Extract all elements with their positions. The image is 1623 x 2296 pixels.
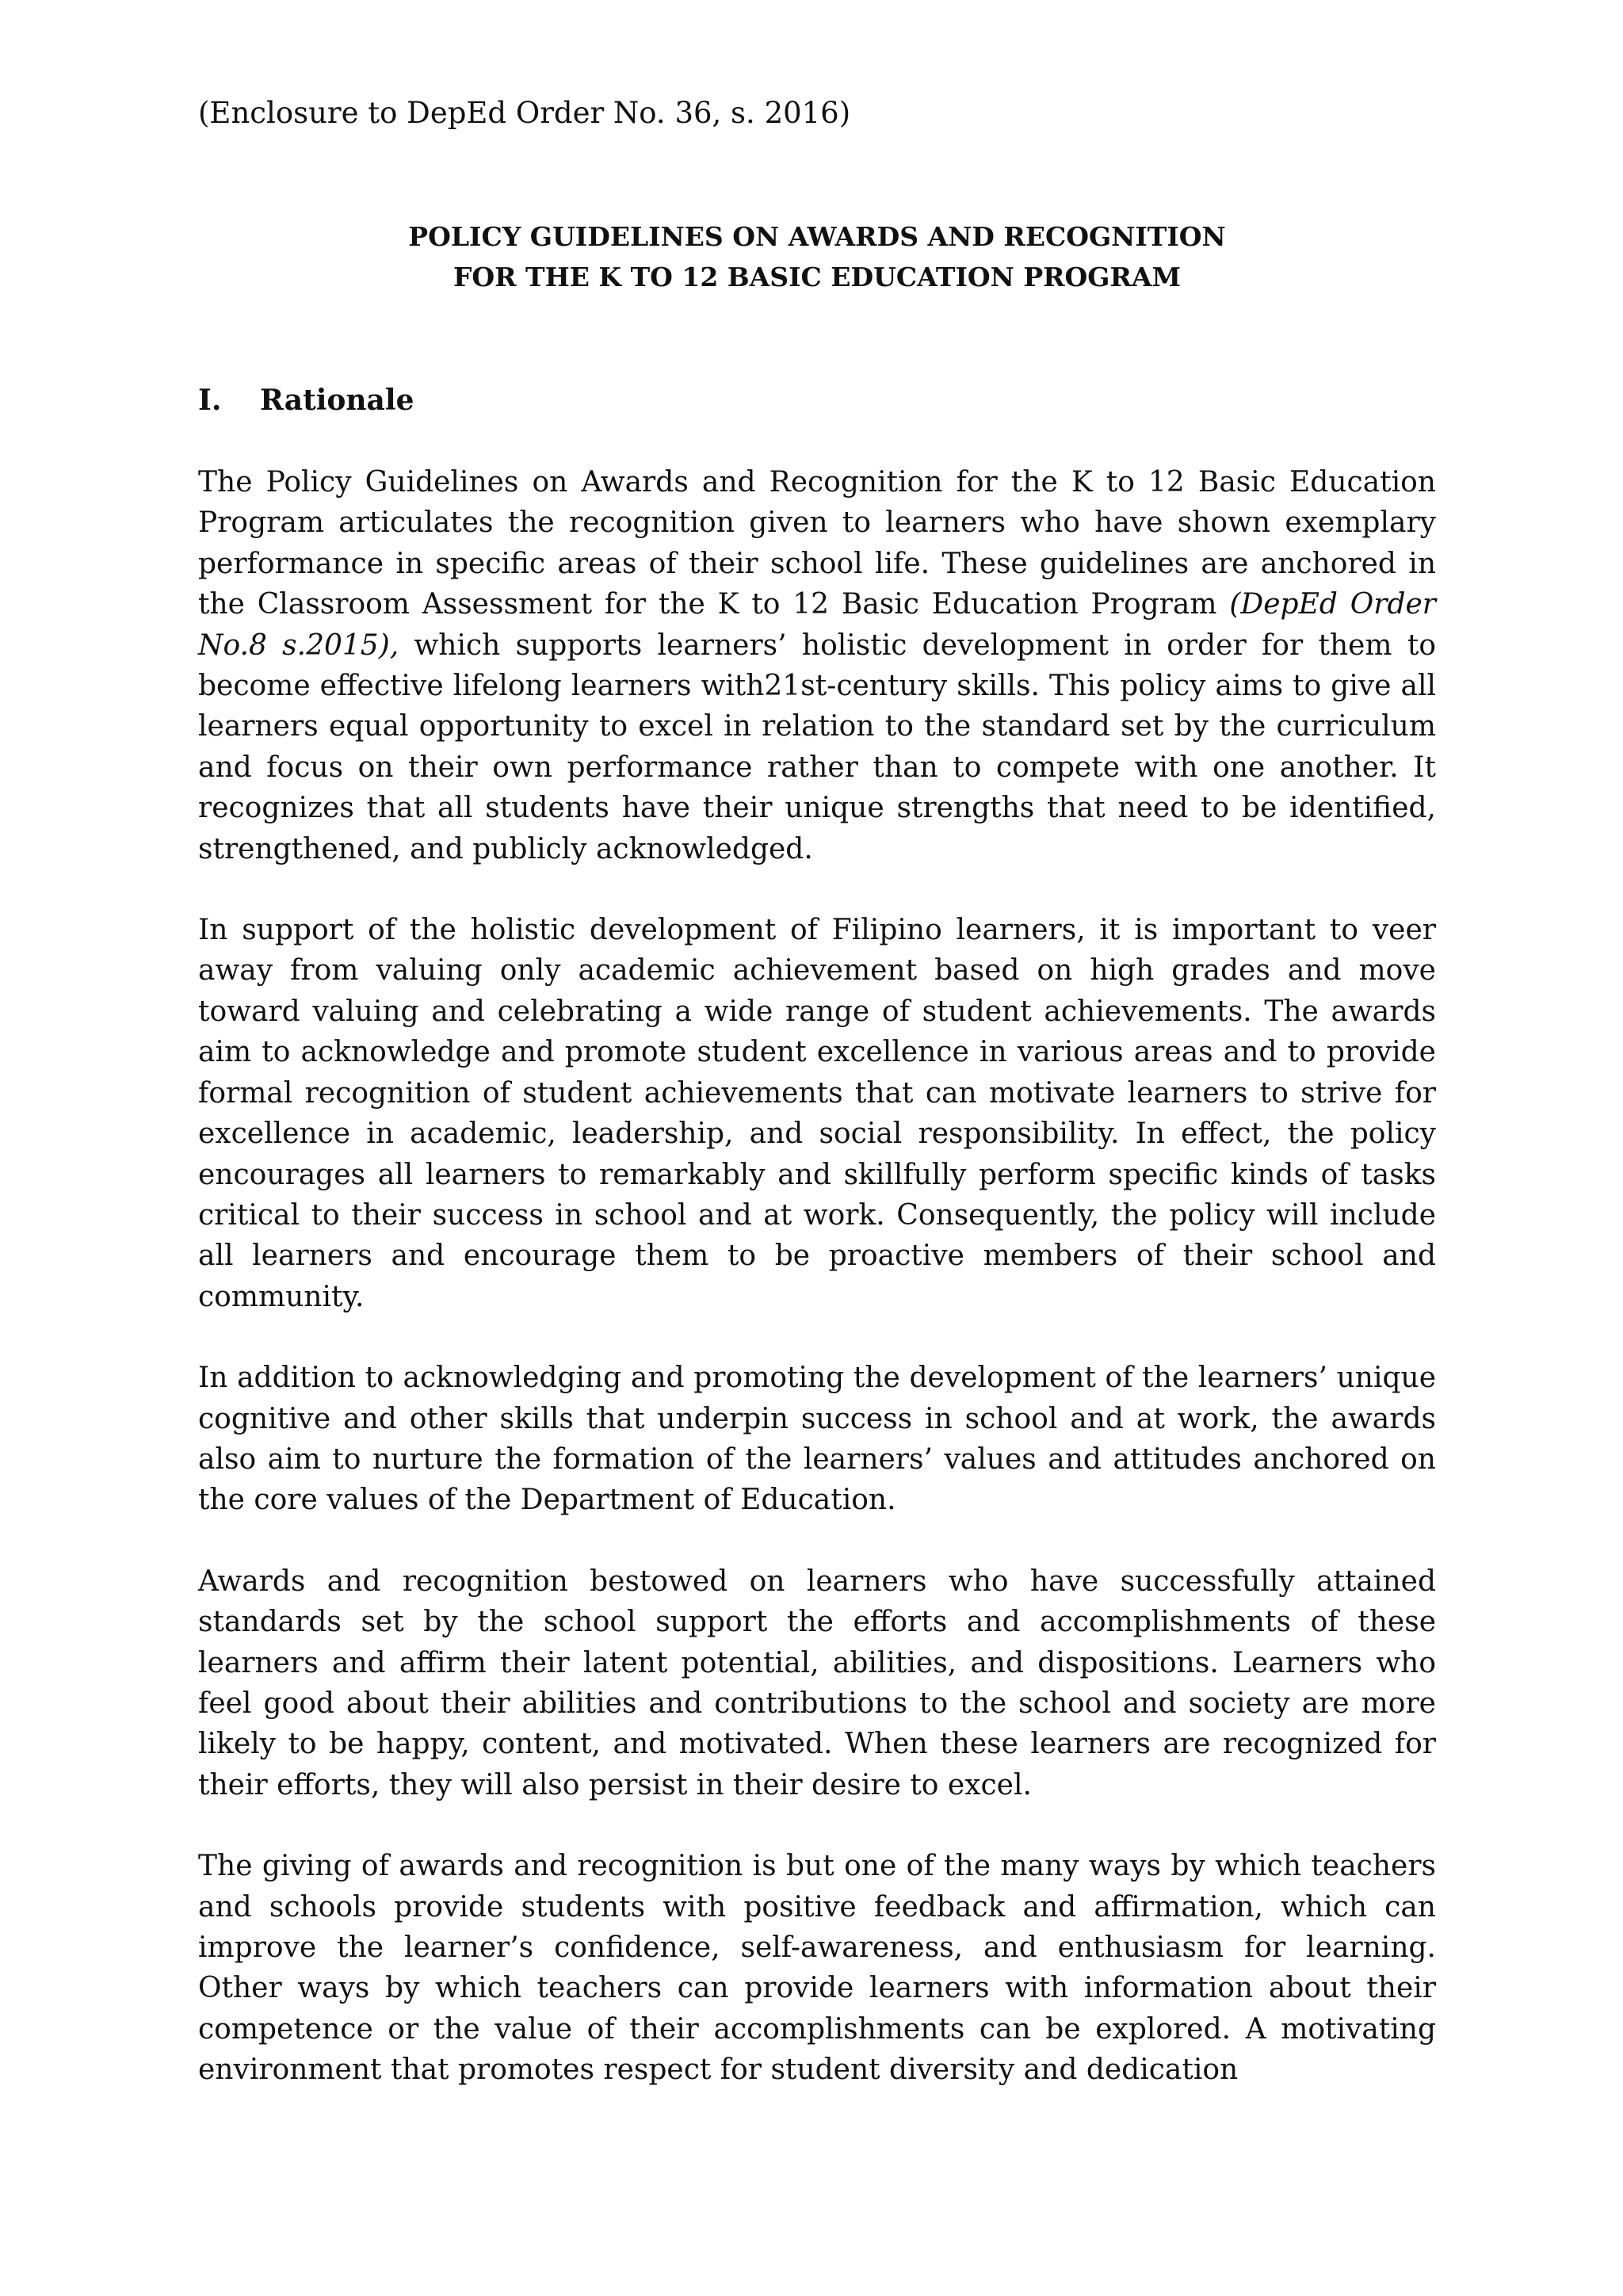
title-line-1: POLICY GUIDELINES ON AWARDS AND RECOGNITION — [408, 221, 1226, 252]
paragraph-1-citation: (DepEd Order No.8 s.2015), — [198, 588, 1436, 662]
paragraph-1-text-b: which supports learners’ holistic development in order for them to become effective lifelong learners with21st-century skills. This policy aims to give all learners equal opportunity to excel in relation to the standard set by the curriculum and focus on their own performance rather than to compete with one another. It recognizes that all students have their unique strengths that need to be identified, strengthened, and publicly acknowledged. — [198, 628, 1436, 865]
section-heading — [198, 380, 1436, 421]
document-title — [198, 216, 1436, 297]
paragraph-5: The giving of awards and recognition is but one of the many ways by which teachers and schools provide students with positive feedback and affirmation, which can improve the learner’s confidence, self-awareness, and enthusiasm for learning. Other ways by which teachers can provide learners with information about their competence or the value of their accomplishments can be explored. A motivating environment that promotes respect for student diversity and dedication — [198, 1850, 1436, 2087]
paragraph-4: Awards and recognition bestowed on learners who have successfully attained standards set by the school support the efforts and accomplishments of these learners and affirm their latent potential, abilities, and dispositions. Learners who feel good about their abilities and contributions to the school and society are more likely to be happy, content, and motivated. When these learners are recognized for their efforts, they will also persist in their desire to excel. — [198, 1564, 1436, 1801]
section-title: Rationale — [260, 384, 414, 417]
paragraph-3: In addition to acknowledging and promoting the development of the learners’ unique cognitive and other skills that underpin success in school and at work, the awards also aim to nurture the formation of the learners’ values and attitudes anchored on the core values of the Department of Education. — [198, 1362, 1436, 1517]
paragraph-1 — [198, 462, 1436, 869]
paragraph-2: In support of the holistic development of Filipino learners, it is important to veer away from valuing only academic achievement based on high grades and move toward valuing and celebrating a wide range of student achievements. The awards aim to acknowledge and promote student excellence in various areas and to provide formal recognition of student achievements that can motivate learners to strive for excellence in academic, leadership, and social responsibility. In effect, the policy encourages all learners to remarkably and skillfully perform specific kinds of tasks critical to their success in school and at work. Consequently, the policy will include all learners and encourage them to be proactive members of their school and community. — [198, 914, 1436, 1313]
title-line-2: FOR THE K TO 12 BASIC EDUCATION PROGRAM — [453, 262, 1182, 292]
document-page — [198, 94, 1436, 2091]
paragraph-1-text-a: The Policy Guidelines on Awards and Recognition for the K to 12 Basic Education Program articulates the recognition given to learners who have shown exemplary performance in specific areas of their school life. These guidelines are anchored in the Classroom Assessment for the K to 12 Basic Education Program — [198, 466, 1436, 621]
enclosure-note: (Enclosure to DepEd Order No. 36, s. 2016) — [198, 96, 851, 130]
section-number: I. — [198, 384, 222, 417]
